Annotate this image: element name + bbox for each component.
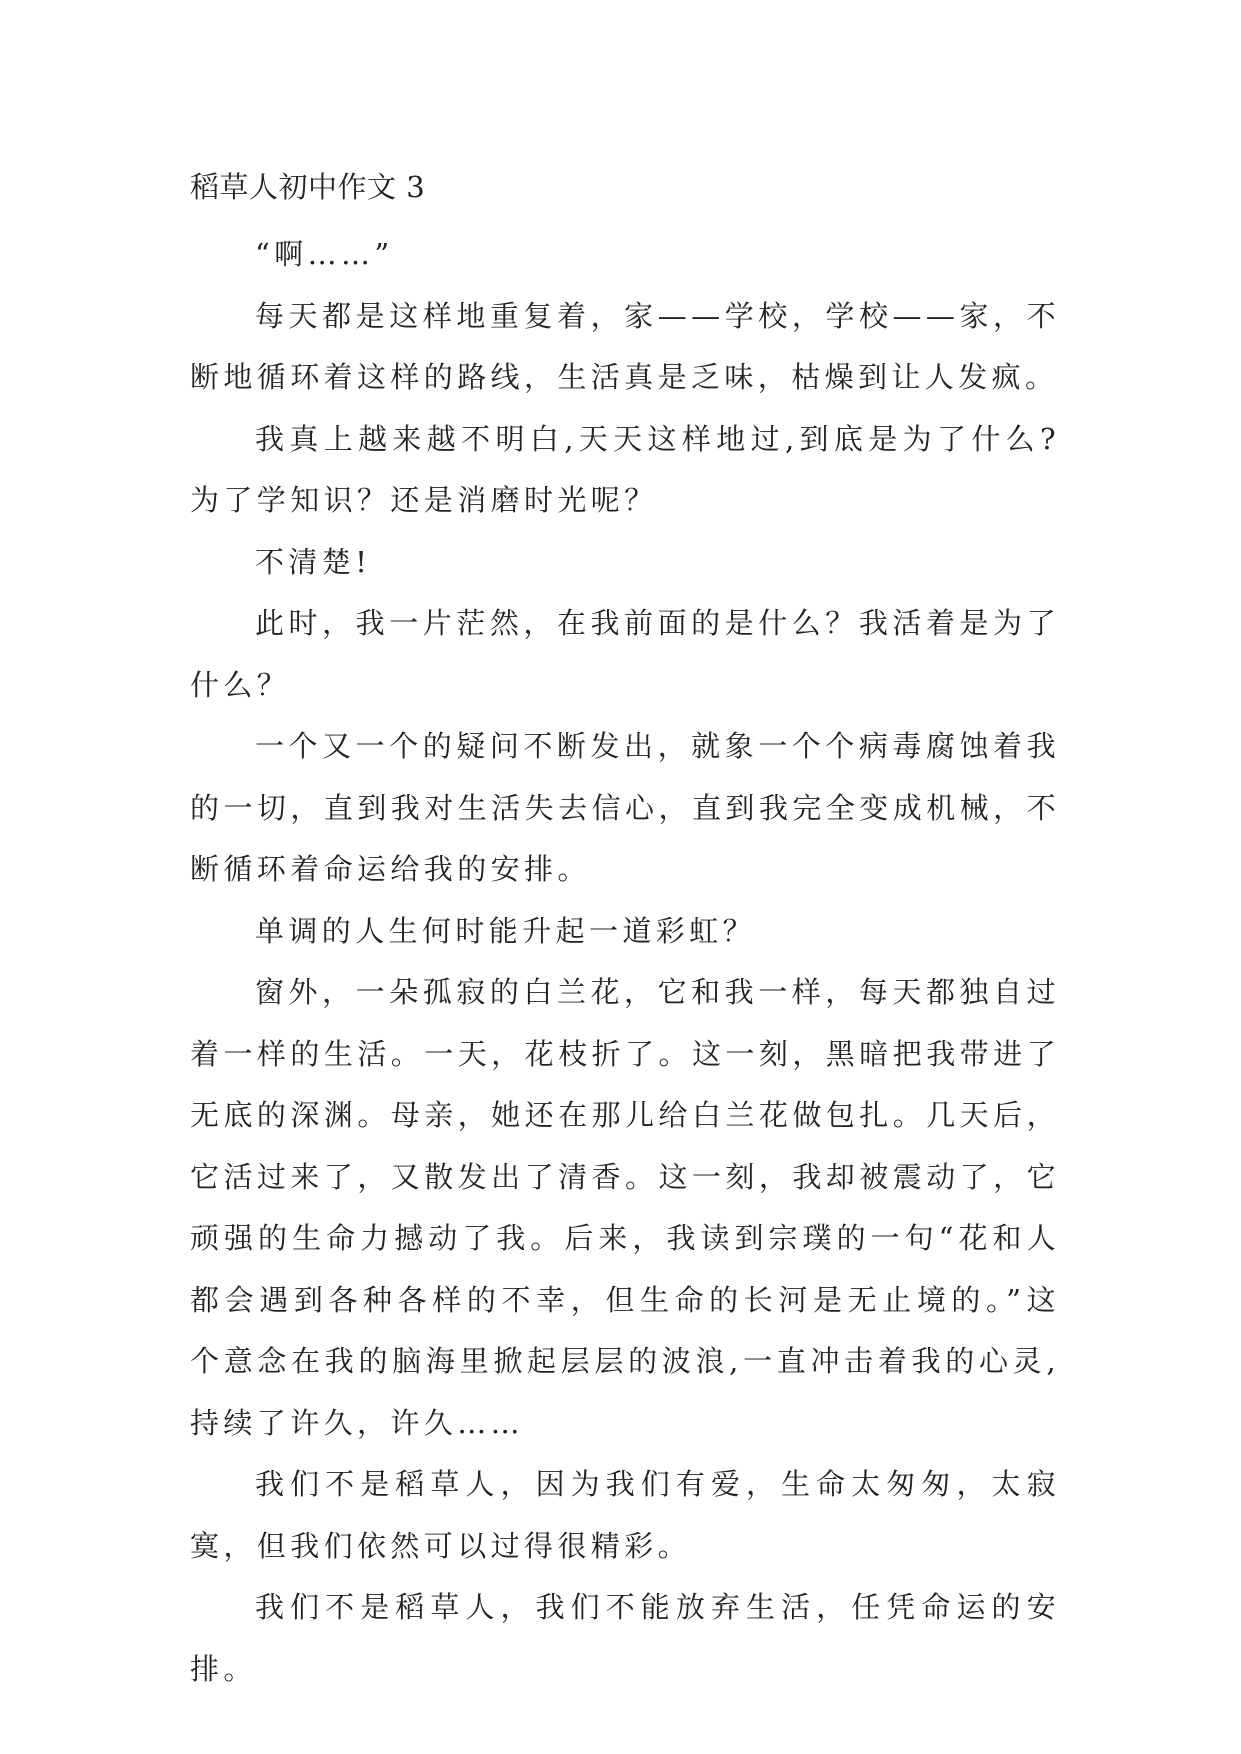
- paragraph: 我们不是稻草人，我们不能放弃生活，任凭命运的安排。: [190, 1590, 1060, 1686]
- paragraph: 此时，我一片茫然，在我前面的是什么？我活着是为了什么？: [190, 606, 1060, 702]
- paragraph: 每天都是这样地重复着，家——学校，学校——家，不断地循环着这样的路线，生活真是乏味，枯燥到让人发疯。: [190, 298, 1060, 394]
- paragraph: 不清楚!: [255, 544, 372, 579]
- document-page: [190, 165, 1060, 1700]
- paragraph: 我们不是稻草人，因为我们有爱，生命太匆匆，太寂寞，但我们依然可以过得很精彩。: [190, 1467, 1060, 1563]
- paragraph: 单调的人生何时能升起一道彩虹？: [255, 913, 757, 948]
- document-title: 稻草人初中作文 3: [190, 170, 426, 204]
- paragraph: 一个又一个的疑问不断发出，就象一个个病毒腐蚀着我的一切，直到我对生活失去信心，直到我完全变成机械，不断循环着命运给我的安排。: [190, 729, 1060, 886]
- paragraph: “啊……”: [255, 237, 394, 271]
- paragraph: 我真上越来越不明白,天天这样地过,到底是为了什么?为了学知识？还是消磨时光呢？: [190, 421, 1060, 517]
- paragraph: 窗外，一朵孤寂的白兰花，它和我一样，每天都独自过着一样的生活。一天，花枝折了。这一刻，黑暗把我带进了无底的深渊。母亲，她还在那儿给白兰花做包扎。几天后，它活过来了，又散发出了清香。这一刻，我却被震动了，它顽强的生命力撼动了我。后来，我读到宗璞的一句“花和人都会遇到各种各样的不幸，但生命的长河是无止境的。”这个意念在我的脑海里掀起层层的波浪,一直冲击着我的心灵,持续了许久，许久……: [190, 975, 1060, 1440]
